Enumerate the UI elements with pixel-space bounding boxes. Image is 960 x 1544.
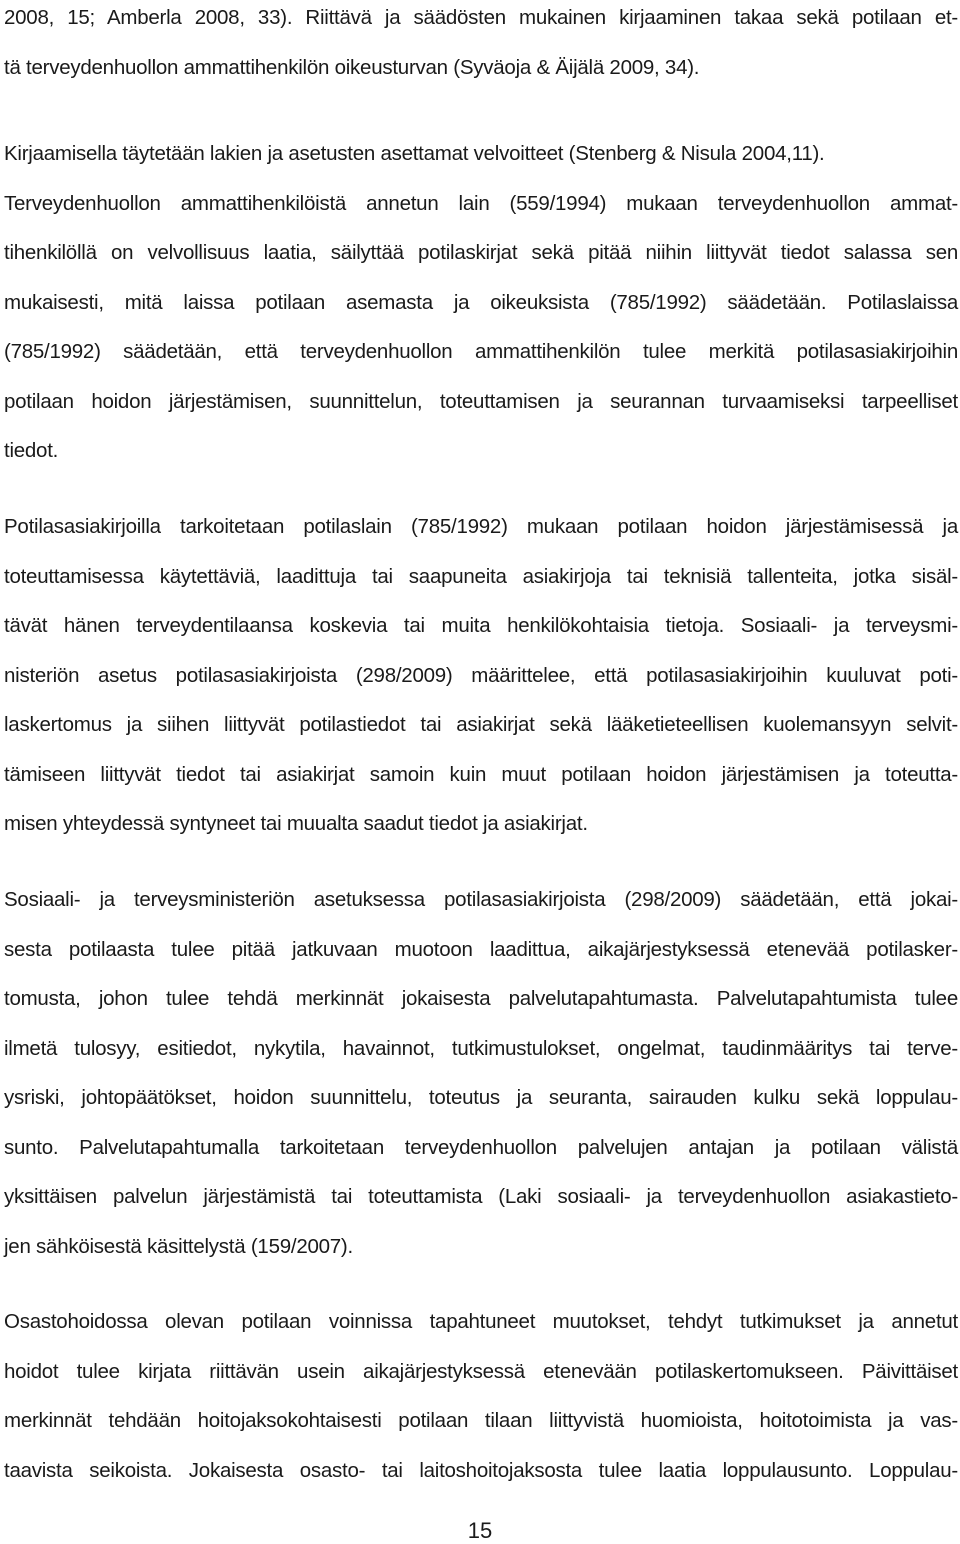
text-line: laskertomus ja siihen liittyvät potilastiedot tai asiakirjat sekä lääketieteellisen kuolemansyyn selvit-	[4, 713, 958, 736]
text-line: yksittäisen palvelun järjestämistä tai toteuttamista (Laki sosiaali- ja terveydenhuollon asiakastieto-	[4, 1185, 958, 1208]
text-line: jen sähköisestä käsittelystä (159/2007).	[4, 1234, 353, 1258]
text-line: ysriski, johtopäätökset, hoidon suunnittelu, toteutus ja seuranta, sairauden kulku sekä loppulau-	[4, 1086, 958, 1109]
paragraph-4	[4, 875, 958, 1271]
text-line: sunto. Palvelutapahtumalla tarkoitetaan terveydenhuollon palvelujen antajan ja potilaan välistä	[4, 1135, 958, 1159]
text-line: Potilasasiakirjoilla tarkoitetaan potilaslain (785/1992) mukaan potilaan hoidon järjestämisessä ja	[4, 515, 958, 538]
text-line: tävät hänen terveydentilaansa koskevia tai muita henkilökohtaisia tietoja. Sosiaali- ja terveysmi-	[4, 614, 958, 637]
text-line: tiedot.	[4, 439, 59, 462]
text-line: tämiseen liittyvät tiedot tai asiakirjat samoin kuin muut potilaan hoidon järjestämisen ja toteutta-	[4, 762, 958, 786]
text-line: tä terveydenhuollon ammattihenkilön oikeusturvan (Syväoja & Äijälä 2009, 34).	[4, 55, 700, 79]
text-line: merkinnät tehdään hoitojaksokohtaisesti potilaan tilaan liittyvistä huomioista, hoitotoimista ja vas-	[4, 1409, 958, 1432]
text-line: toteuttamisessa käytettäviä, laadittuja tai saapuneita asiakirjoja tai teknisiä tallenteita, jotka sisäl-	[4, 564, 958, 588]
text-line: (785/1992) säädetään, että terveydenhuollon ammattihenkilön tulee merkitä potilasasiakirjoihin	[4, 340, 958, 363]
text-line: Sosiaali- ja terveysministeriön asetuksessa potilasasiakirjoista (298/2009) säädetään, että jokai-	[4, 888, 958, 911]
text-line: taavista seikoista. Jokaisesta osasto- tai laitoshoitojaksosta tulee laatia loppulausunto. Loppulau-	[4, 1458, 958, 1482]
text-line: mukaisesti, mitä laissa potilaan asemasta ja oikeuksista (785/1992) säädetään. Potilaslaissa	[4, 290, 958, 314]
text-line: tomusta, johon tulee tehdä merkinnät jokaisesta palvelutapahtumasta. Palvelutapahtumista tulee	[4, 987, 958, 1010]
text-line: sesta potilaasta tulee pitää jatkuvaan muotoon laadittua, aikajärjestyksessä etenevää potilasker-	[4, 937, 958, 961]
text-line: Kirjaamisella täytetään lakien ja asetusten asettamat velvoitteet (Stenberg & Nisula 2004,11).	[4, 142, 825, 165]
paragraph-3	[4, 502, 958, 849]
text-line: nisteriön asetus potilasasiakirjoista (298/2009) määrittelee, että potilasasiakirjoihin kuuluvat poti-	[4, 663, 958, 687]
text-line: Terveydenhuollon ammattihenkilöistä annetun lain (559/1994) mukaan terveydenhuollon ammat-	[4, 191, 958, 215]
text-line: misen yhteydessä syntyneet tai muualta saadut tiedot ja asiakirjat.	[4, 812, 588, 835]
text-line: Osastohoidossa olevan potilaan voinnissa tapahtuneet muutokset, tehdyt tutkimukset ja annetut	[4, 1310, 958, 1333]
text-line: tihenkilöllä on velvollisuus laatia, säilyttää potilaskirjat sekä pitää niihin liittyvät tiedot salassa sen	[4, 241, 958, 264]
paragraph-1	[4, 0, 958, 92]
text-line: ilmetä tulosyy, esitiedot, nykytila, havainnot, tutkimustulokset, ongelmat, taudinmääritys tai terve-	[4, 1036, 958, 1060]
page-number: 15	[467, 1518, 493, 1543]
text-line: potilaan hoidon järjestämisen, suunnittelun, toteuttamisen ja seurannan turvaamiseksi tarpeelliset	[4, 389, 958, 413]
text-line: 2008, 15; Amberla 2008, 33). Riittävä ja säädösten mukainen kirjaaminen takaa sekä potilaan et-	[4, 6, 958, 29]
text-line: hoidot tulee kirjata riittävän usein aikajärjestyksessä etenevään potilaskertomukseen. Päivittäiset	[4, 1359, 958, 1383]
paragraph-2	[4, 129, 958, 476]
paragraph-5	[4, 1297, 958, 1495]
